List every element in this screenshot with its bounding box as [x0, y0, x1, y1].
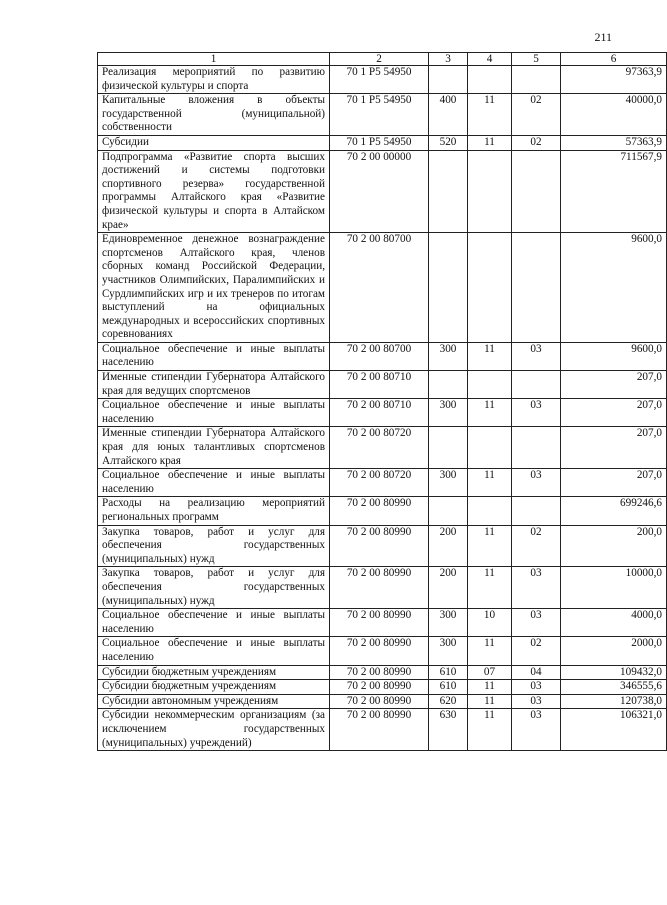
row-amount: 120738,0 — [561, 694, 667, 709]
row-name: Субсидии некоммерческим организациям (за исключением государственных (муниципальных) учреждений) — [98, 709, 330, 751]
row-code: 70 1 P5 54950 — [330, 66, 429, 94]
row-subsection: 03 — [512, 609, 561, 637]
row-name: Социальное обеспечение и иные выплаты населению — [98, 637, 330, 665]
row-code: 70 1 P5 54950 — [330, 135, 429, 150]
row-section: 11 — [468, 469, 512, 497]
row-code: 70 2 00 00000 — [330, 150, 429, 233]
table-row — [98, 66, 667, 94]
row-expense-type: 400 — [429, 94, 468, 136]
row-code: 70 2 00 80720 — [330, 427, 429, 469]
row-code: 70 2 00 80990 — [330, 567, 429, 609]
row-name: Закупка товаров, работ и услуг для обеспечения государственных (муниципальных) нужд — [98, 525, 330, 567]
row-amount: 207,0 — [561, 427, 667, 469]
row-subsection — [512, 371, 561, 399]
row-expense-type: 620 — [429, 694, 468, 709]
row-section: 11 — [468, 94, 512, 136]
row-expense-type — [429, 233, 468, 343]
row-code: 70 2 00 80700 — [330, 342, 429, 370]
row-code: 70 2 00 80990 — [330, 525, 429, 567]
row-subsection: 03 — [512, 469, 561, 497]
row-name: Единовременное денежное вознаграждение спортсменов Алтайского края, членов сборных команд Российской Федерации, участников Олимпийских, Паралимпийских и Сурдлимпийских игр и их тренеров по итогам выступлений на официальных международных и всероссийских спортивных соревнованиях — [98, 233, 330, 343]
row-name: Социальное обеспечение и иные выплаты населению — [98, 609, 330, 637]
row-amount: 10000,0 — [561, 567, 667, 609]
table-row — [98, 94, 667, 136]
table-row — [98, 342, 667, 370]
row-section — [468, 371, 512, 399]
row-amount: 40000,0 — [561, 94, 667, 136]
row-subsection: 03 — [512, 709, 561, 751]
row-amount: 4000,0 — [561, 609, 667, 637]
table-header-row — [98, 53, 667, 66]
row-amount: 9600,0 — [561, 342, 667, 370]
row-code: 70 2 00 80700 — [330, 233, 429, 343]
row-amount: 109432,0 — [561, 665, 667, 680]
page-number: 211 — [594, 30, 612, 44]
table-row — [98, 399, 667, 427]
row-name: Субсидии бюджетным учреждениям — [98, 665, 330, 680]
row-name: Реализация мероприятий по развитию физической культуры и спорта — [98, 66, 330, 94]
table-row — [98, 637, 667, 665]
table-row — [98, 567, 667, 609]
row-section: 10 — [468, 609, 512, 637]
row-name: Закупка товаров, работ и услуг для обеспечения государственных (муниципальных) нужд — [98, 567, 330, 609]
row-subsection: 03 — [512, 399, 561, 427]
row-subsection: 04 — [512, 665, 561, 680]
row-code: 70 2 00 80990 — [330, 609, 429, 637]
row-expense-type — [429, 427, 468, 469]
row-section: 11 — [468, 680, 512, 695]
row-code: 70 2 00 80710 — [330, 399, 429, 427]
row-expense-type: 300 — [429, 342, 468, 370]
row-code: 70 2 00 80720 — [330, 469, 429, 497]
row-expense-type: 300 — [429, 469, 468, 497]
row-name: Именные стипендии Губернатора Алтайского края для юных талантливых спортсменов Алтайского края — [98, 427, 330, 469]
row-subsection — [512, 150, 561, 233]
row-subsection: 02 — [512, 637, 561, 665]
row-amount: 106321,0 — [561, 709, 667, 751]
row-amount: 207,0 — [561, 399, 667, 427]
table-row — [98, 233, 667, 343]
row-amount: 97363,9 — [561, 66, 667, 94]
table-row — [98, 150, 667, 233]
table-row — [98, 694, 667, 709]
row-code: 70 2 00 80990 — [330, 680, 429, 695]
row-subsection — [512, 497, 561, 525]
row-amount: 2000,0 — [561, 637, 667, 665]
row-name: Социальное обеспечение и иные выплаты населению — [98, 469, 330, 497]
table-row — [98, 709, 667, 751]
row-code: 70 2 00 80990 — [330, 665, 429, 680]
row-amount: 207,0 — [561, 371, 667, 399]
row-subsection: 03 — [512, 680, 561, 695]
row-name: Субсидии бюджетным учреждениям — [98, 680, 330, 695]
row-section: 07 — [468, 665, 512, 680]
row-section: 11 — [468, 709, 512, 751]
row-name: Капитальные вложения в объекты государственной (муниципальной) собственности — [98, 94, 330, 136]
header-col-5: 5 — [512, 53, 561, 66]
row-name: Субсидии автономным учреждениям — [98, 694, 330, 709]
row-section — [468, 233, 512, 343]
row-section: 11 — [468, 637, 512, 665]
row-expense-type: 200 — [429, 525, 468, 567]
row-code: 70 2 00 80990 — [330, 709, 429, 751]
row-expense-type: 520 — [429, 135, 468, 150]
row-section — [468, 497, 512, 525]
row-code: 70 2 00 80990 — [330, 497, 429, 525]
row-subsection: 02 — [512, 525, 561, 567]
header-col-6: 6 — [561, 53, 667, 66]
row-name: Подпрограмма «Развитие спорта высших достижений и системы подготовки спортивного резерва» государственной программы Алтайского края «Развитие физической культуры и спорта в Алтайском крае» — [98, 150, 330, 233]
row-amount: 57363,9 — [561, 135, 667, 150]
row-subsection — [512, 233, 561, 343]
row-expense-type: 610 — [429, 665, 468, 680]
row-subsection: 03 — [512, 694, 561, 709]
table-row — [98, 469, 667, 497]
row-section: 11 — [468, 342, 512, 370]
row-subsection — [512, 66, 561, 94]
table-row — [98, 609, 667, 637]
row-name: Субсидии — [98, 135, 330, 150]
row-subsection — [512, 427, 561, 469]
table-row — [98, 497, 667, 525]
row-expense-type: 200 — [429, 567, 468, 609]
row-subsection: 02 — [512, 94, 561, 136]
table-row — [98, 665, 667, 680]
row-section: 11 — [468, 694, 512, 709]
row-expense-type — [429, 150, 468, 233]
row-code: 70 2 00 80990 — [330, 637, 429, 665]
row-expense-type — [429, 497, 468, 525]
row-section: 11 — [468, 525, 512, 567]
table-row — [98, 371, 667, 399]
row-expense-type — [429, 371, 468, 399]
row-name: Социальное обеспечение и иные выплаты населению — [98, 342, 330, 370]
row-section — [468, 427, 512, 469]
row-expense-type: 630 — [429, 709, 468, 751]
row-subsection: 02 — [512, 135, 561, 150]
header-col-3: 3 — [429, 53, 468, 66]
row-code: 70 2 00 80990 — [330, 694, 429, 709]
row-code: 70 2 00 80710 — [330, 371, 429, 399]
budget-table — [97, 52, 667, 751]
row-section: 11 — [468, 135, 512, 150]
table-row — [98, 135, 667, 150]
header-col-4: 4 — [468, 53, 512, 66]
table-row — [98, 525, 667, 567]
table-row — [98, 680, 667, 695]
row-expense-type: 300 — [429, 399, 468, 427]
row-expense-type: 610 — [429, 680, 468, 695]
row-section — [468, 66, 512, 94]
row-section: 11 — [468, 399, 512, 427]
row-amount: 207,0 — [561, 469, 667, 497]
row-amount: 346555,6 — [561, 680, 667, 695]
row-name: Именные стипендии Губернатора Алтайского края для ведущих спортсменов — [98, 371, 330, 399]
row-section — [468, 150, 512, 233]
row-amount: 699246,6 — [561, 497, 667, 525]
row-amount: 9600,0 — [561, 233, 667, 343]
table-row — [98, 427, 667, 469]
row-expense-type: 300 — [429, 609, 468, 637]
row-expense-type: 300 — [429, 637, 468, 665]
row-name: Расходы на реализацию мероприятий региональных программ — [98, 497, 330, 525]
row-expense-type — [429, 66, 468, 94]
row-subsection: 03 — [512, 567, 561, 609]
row-subsection: 03 — [512, 342, 561, 370]
row-name: Социальное обеспечение и иные выплаты населению — [98, 399, 330, 427]
header-col-1: 1 — [98, 53, 330, 66]
row-amount: 200,0 — [561, 525, 667, 567]
row-amount: 711567,9 — [561, 150, 667, 233]
header-col-2: 2 — [330, 53, 429, 66]
row-section: 11 — [468, 567, 512, 609]
row-code: 70 1 P5 54950 — [330, 94, 429, 136]
